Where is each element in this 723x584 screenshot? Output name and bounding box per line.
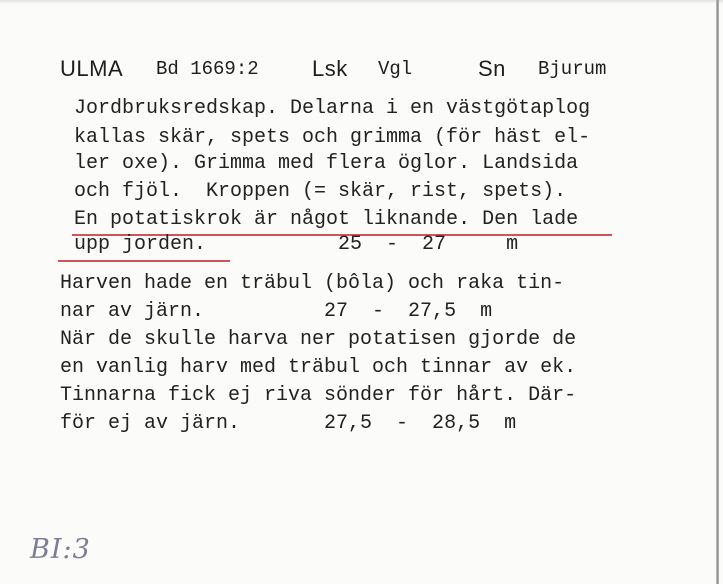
red-underline-2 <box>58 260 230 262</box>
text-line-2: kallas skär, spets och grimma (för häst el- <box>74 126 591 149</box>
place-label: ULMA <box>60 56 124 81</box>
card-right-edge <box>716 0 719 584</box>
lsk-value: Vgl <box>378 58 413 80</box>
text-line-12: för ej av järn. 27,5 - 28,5 m <box>60 412 517 435</box>
card-top-edge <box>0 0 723 4</box>
text-line-10: en vanlig harv med träbul och tinnar av ek. <box>60 356 577 379</box>
sn-label: Sn <box>478 56 506 81</box>
text-line-8: nar av järn. 27 - 27,5 m <box>60 300 493 323</box>
volume-label: Bd 1669:2 <box>156 58 259 80</box>
text-line-9: När de skulle harva ner potatisen gjorde de <box>60 328 577 351</box>
text-line-5: En potatiskrok är något liknande. Den lade <box>74 208 579 231</box>
text-line-7: Harven hade en träbul (bôla) och raka tin- <box>60 272 565 295</box>
lsk-label: Lsk <box>312 56 348 81</box>
text-line-4: och fjöl. Kroppen (= skär, rist, spets). <box>74 180 567 203</box>
handwritten-signature: BI:3 <box>30 534 91 565</box>
text-line-3: ler oxe). Grimma med flera öglor. Landsida <box>74 152 579 175</box>
text-line-11: Tinnarna fick ej riva sönder för hårt. Där- <box>60 384 577 407</box>
text-line-6: upp jorden. 25 - 27 m <box>74 233 519 256</box>
text-line-1: Jordbruksredskap. Delarna i en västgötaplog <box>74 97 591 120</box>
sn-value: Bjurum <box>538 58 607 80</box>
